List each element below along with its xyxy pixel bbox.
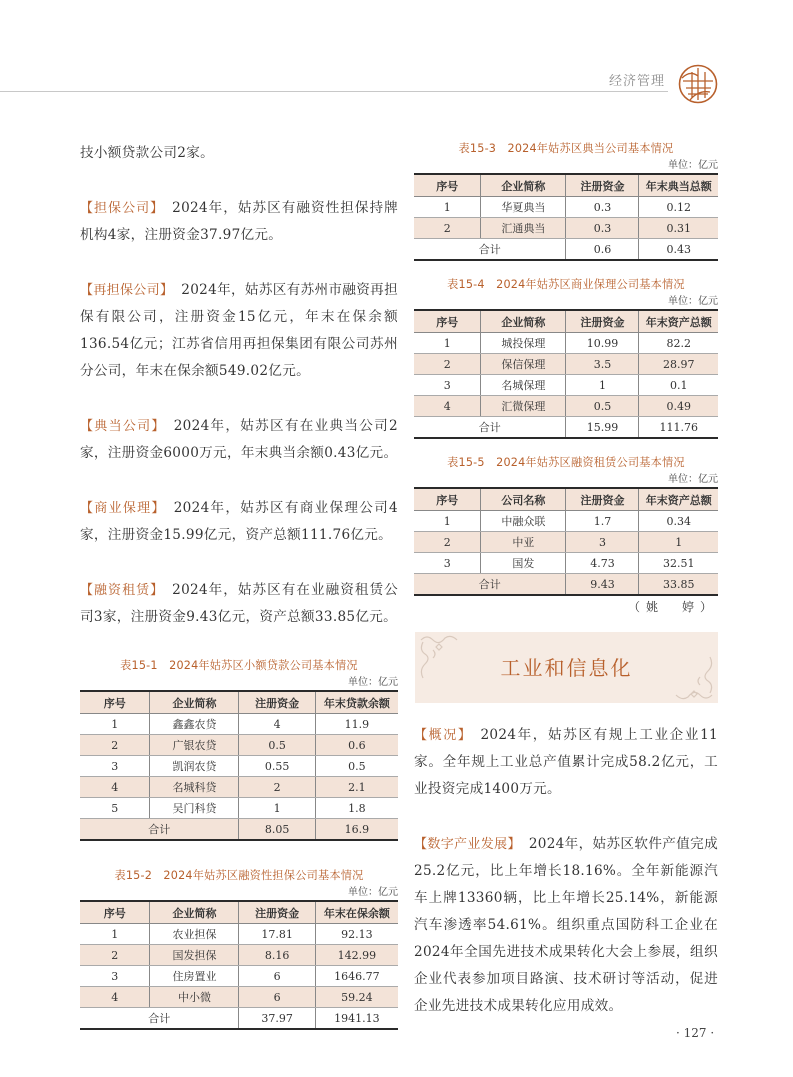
right-column bbox=[414, 140, 718, 615]
cell: 17.81 bbox=[239, 924, 315, 945]
cell: 11.9 bbox=[315, 714, 398, 735]
cell: 1.7 bbox=[566, 511, 639, 532]
table-caption: 表15-5 2024年姑苏区融资租赁公司基本情况 bbox=[447, 456, 685, 469]
paragraph-text: 2024年，姑苏区有苏州市融资再担保有限公司，注册资金15亿元，年末在保余额136.54亿元；江苏省信用再担保集团有限公司苏州分公司，年末在保余额549.02亿元。 bbox=[80, 282, 398, 379]
cell: 4.73 bbox=[566, 553, 639, 574]
table-header-row bbox=[414, 310, 718, 333]
cell: 8.16 bbox=[239, 945, 315, 966]
paragraph-text: 2024年，姑苏区有在业融资租赁公司3家，注册资金9.43亿元，资产总额33.85亿元。 bbox=[80, 582, 398, 625]
table-row bbox=[80, 987, 398, 1008]
column-header: 序号 bbox=[80, 901, 150, 924]
cell: 15.99 bbox=[566, 417, 639, 439]
table-row bbox=[414, 532, 718, 553]
table-caption: 表15-4 2024年姑苏区商业保理公司基本情况 bbox=[447, 278, 685, 291]
table-row bbox=[414, 218, 718, 239]
page-number: · 127 · bbox=[676, 1026, 715, 1040]
header-rule bbox=[0, 91, 668, 92]
section-banner bbox=[415, 632, 718, 703]
cell: 1.8 bbox=[315, 798, 398, 819]
cell: 名城保理 bbox=[481, 375, 566, 396]
cell: 4 bbox=[80, 777, 150, 798]
cell: 3 bbox=[414, 375, 481, 396]
section-body bbox=[414, 722, 718, 1020]
cell: 0.12 bbox=[639, 197, 718, 218]
cell: 合计 bbox=[414, 239, 566, 261]
column-header: 企业简称 bbox=[150, 901, 239, 924]
column-header: 年末贷款余额 bbox=[315, 691, 398, 714]
paragraph-text: 2024年，姑苏区有融资性担保持牌机构4家，注册资金37.97亿元。 bbox=[80, 200, 398, 243]
paragraph-tag: 【商业保理】 bbox=[80, 501, 166, 516]
table-unit: 单位：亿元 bbox=[348, 677, 398, 688]
author-credit: （姚 婷） bbox=[627, 600, 718, 614]
paragraph-tag: 【融资租赁】 bbox=[80, 583, 165, 598]
cell: 82.2 bbox=[639, 333, 718, 354]
cell: 3 bbox=[80, 966, 150, 987]
cell: 2 bbox=[239, 777, 315, 798]
table-unit: 单位：亿元 bbox=[668, 160, 718, 171]
table-caption: 表15-2 2024年姑苏区融资性担保公司基本情况 bbox=[114, 869, 364, 882]
cell: 3.5 bbox=[566, 354, 639, 375]
cell: 0.55 bbox=[239, 756, 315, 777]
cell: 0.1 bbox=[639, 375, 718, 396]
table-total-row bbox=[414, 574, 718, 596]
table-header-row bbox=[414, 174, 718, 197]
column-header: 序号 bbox=[414, 488, 481, 511]
cell: 2 bbox=[414, 354, 481, 375]
cell: 3 bbox=[566, 532, 639, 553]
table-total-row bbox=[414, 239, 718, 261]
table-header-row bbox=[80, 901, 398, 924]
cell: 0.3 bbox=[566, 197, 639, 218]
cell: 6 bbox=[239, 987, 315, 1008]
table-15-4 bbox=[414, 276, 718, 439]
table-row bbox=[414, 375, 718, 396]
cell: 合计 bbox=[414, 417, 566, 439]
table-row bbox=[414, 396, 718, 417]
table-unit: 单位：亿元 bbox=[348, 887, 398, 898]
cell: 城投保理 bbox=[481, 333, 566, 354]
paragraph-text: 2024年，姑苏区软件产值完成25.2亿元，比上年增长18.16%。全年新能源汽车上牌13360辆，比上年增长25.14%，新能源汽车渗透率54.61%。组织重点国防科工企业在2024年全国先进技术成果转化大会上参展，组织企业代表参加项目路演、技术研讨等活动，促进企业先进技术成果转化应用成效。 bbox=[414, 836, 718, 1014]
column-header: 注册资金 bbox=[566, 488, 639, 511]
paragraph-text: 2024年，姑苏区有商业保理公司4家，注册资金15.99亿元，资产总额111.76亿元。 bbox=[80, 500, 398, 543]
paragraph-pawn bbox=[80, 413, 398, 467]
table-row bbox=[414, 553, 718, 574]
paragraph-digital-industry bbox=[414, 831, 718, 1020]
cell: 10.99 bbox=[566, 333, 639, 354]
cell: 1941.13 bbox=[315, 1008, 398, 1030]
cell: 0.6 bbox=[315, 735, 398, 756]
paragraph-overview bbox=[414, 722, 718, 803]
cell: 1646.77 bbox=[315, 966, 398, 987]
cell: 1 bbox=[414, 197, 481, 218]
column-header: 序号 bbox=[414, 174, 481, 197]
cell: 华夏典当 bbox=[481, 197, 566, 218]
cell: 5 bbox=[80, 798, 150, 819]
table-row bbox=[80, 945, 398, 966]
cell: 汇微保理 bbox=[481, 396, 566, 417]
column-header: 注册资金 bbox=[566, 310, 639, 333]
cell: 9.43 bbox=[566, 574, 639, 596]
cell: 2.1 bbox=[315, 777, 398, 798]
column-header: 企业简称 bbox=[481, 174, 566, 197]
seal-emblem-icon bbox=[678, 64, 718, 104]
cell: 国发担保 bbox=[150, 945, 239, 966]
cell: 3 bbox=[80, 756, 150, 777]
column-header: 年末资产总额 bbox=[639, 310, 718, 333]
paragraph-tag: 【概况】 bbox=[414, 728, 473, 743]
cell: 1 bbox=[80, 924, 150, 945]
cell: 2 bbox=[414, 532, 481, 553]
section-title: 工业和信息化 bbox=[500, 656, 633, 680]
paragraph-tag: 【担保公司】 bbox=[80, 201, 165, 216]
cell: 111.76 bbox=[639, 417, 718, 439]
cell: 住房置业 bbox=[150, 966, 239, 987]
paragraph-reguarantee bbox=[80, 277, 398, 385]
cell: 1 bbox=[239, 798, 315, 819]
table-15-1 bbox=[80, 657, 398, 841]
intro-tail: 技小额贷款公司2家。 bbox=[80, 145, 214, 161]
column-header: 企业简称 bbox=[481, 310, 566, 333]
cell: 农业担保 bbox=[150, 924, 239, 945]
cell: 59.24 bbox=[315, 987, 398, 1008]
cell: 4 bbox=[80, 987, 150, 1008]
cell: 142.99 bbox=[315, 945, 398, 966]
table-15-3 bbox=[414, 140, 718, 261]
cell: 合计 bbox=[414, 574, 566, 596]
left-column bbox=[80, 140, 398, 1030]
table-header-row bbox=[414, 488, 718, 511]
cell: 33.85 bbox=[639, 574, 718, 596]
cell: 0.43 bbox=[639, 239, 718, 261]
cell: 中亚 bbox=[481, 532, 566, 553]
paragraph-tag: 【典当公司】 bbox=[80, 419, 166, 434]
cell: 4 bbox=[414, 396, 481, 417]
column-header: 注册资金 bbox=[239, 901, 315, 924]
cell: 0.6 bbox=[566, 239, 639, 261]
cell: 2 bbox=[80, 945, 150, 966]
cell: 鑫鑫农贷 bbox=[150, 714, 239, 735]
column-header: 注册资金 bbox=[239, 691, 315, 714]
column-header: 序号 bbox=[80, 691, 150, 714]
cell: 32.51 bbox=[639, 553, 718, 574]
cell: 吴门科贷 bbox=[150, 798, 239, 819]
cell: 37.97 bbox=[239, 1008, 315, 1030]
cell: 合计 bbox=[80, 819, 239, 841]
table-unit: 单位：亿元 bbox=[668, 474, 718, 485]
cell: 92.13 bbox=[315, 924, 398, 945]
cell: 0.49 bbox=[639, 396, 718, 417]
column-header: 序号 bbox=[414, 310, 481, 333]
table-unit: 单位：亿元 bbox=[668, 296, 718, 307]
table-total-row bbox=[80, 819, 398, 841]
cell: 0.5 bbox=[566, 396, 639, 417]
cell: 国发 bbox=[481, 553, 566, 574]
column-header: 企业简称 bbox=[150, 691, 239, 714]
cell: 0.5 bbox=[239, 735, 315, 756]
table-row bbox=[80, 735, 398, 756]
table-15-2 bbox=[80, 867, 398, 1030]
table-row bbox=[80, 966, 398, 987]
paragraph-tag: 【数字产业发展】 bbox=[414, 837, 521, 852]
table-caption: 表15-1 2024年姑苏区小额贷款公司基本情况 bbox=[120, 659, 358, 672]
table-15-5 bbox=[414, 454, 718, 615]
cell: 2 bbox=[80, 735, 150, 756]
paragraph-leasing bbox=[80, 577, 398, 631]
table-row bbox=[80, 924, 398, 945]
table-row bbox=[414, 333, 718, 354]
table-row bbox=[414, 511, 718, 532]
column-header: 注册资金 bbox=[566, 174, 639, 197]
cell: 4 bbox=[239, 714, 315, 735]
cell: 1 bbox=[414, 333, 481, 354]
cell: 0.3 bbox=[566, 218, 639, 239]
cell: 6 bbox=[239, 966, 315, 987]
cell: 0.31 bbox=[639, 218, 718, 239]
column-header: 公司名称 bbox=[481, 488, 566, 511]
section-header-title: 经济管理 bbox=[608, 74, 665, 89]
cell: 0.34 bbox=[639, 511, 718, 532]
table-row bbox=[414, 197, 718, 218]
table-total-row bbox=[414, 417, 718, 439]
cell: 3 bbox=[414, 553, 481, 574]
cell: 汇通典当 bbox=[481, 218, 566, 239]
table-header-row bbox=[80, 691, 398, 714]
cell: 2 bbox=[414, 218, 481, 239]
column-header: 年末在保余额 bbox=[315, 901, 398, 924]
paragraph-factoring bbox=[80, 495, 398, 549]
cell: 广银农贷 bbox=[150, 735, 239, 756]
table-row bbox=[80, 714, 398, 735]
cell: 1 bbox=[639, 532, 718, 553]
cell: 1 bbox=[414, 511, 481, 532]
column-header: 年末资产总额 bbox=[639, 488, 718, 511]
cell: 28.97 bbox=[639, 354, 718, 375]
table-row bbox=[414, 354, 718, 375]
cell: 8.05 bbox=[239, 819, 315, 841]
table-caption: 表15-3 2024年姑苏区典当公司基本情况 bbox=[458, 142, 674, 155]
cell: 名城科贷 bbox=[150, 777, 239, 798]
table-row bbox=[80, 756, 398, 777]
column-header: 年末典当总额 bbox=[639, 174, 718, 197]
cell: 合计 bbox=[80, 1008, 239, 1030]
paragraph-tag: 【再担保公司】 bbox=[80, 283, 174, 298]
cell: 保信保理 bbox=[481, 354, 566, 375]
paragraph-text: 2024年，姑苏区有规上工业企业11家。全年规上工业总产值累计完成58.2亿元，工业投资完成1400万元。 bbox=[414, 727, 718, 797]
cell: 1 bbox=[566, 375, 639, 396]
cell: 中小微 bbox=[150, 987, 239, 1008]
paragraph-text: 2024年，姑苏区有在业典当公司2家，注册资金6000万元，年末典当余额0.43亿元。 bbox=[80, 418, 398, 461]
table-row bbox=[80, 798, 398, 819]
cell: 凯润农贷 bbox=[150, 756, 239, 777]
paragraph-guarantee bbox=[80, 195, 398, 249]
cell: 1 bbox=[80, 714, 150, 735]
table-total-row bbox=[80, 1008, 398, 1030]
cell: 0.5 bbox=[315, 756, 398, 777]
table-row bbox=[80, 777, 398, 798]
cell: 中融众联 bbox=[481, 511, 566, 532]
cell: 16.9 bbox=[315, 819, 398, 841]
